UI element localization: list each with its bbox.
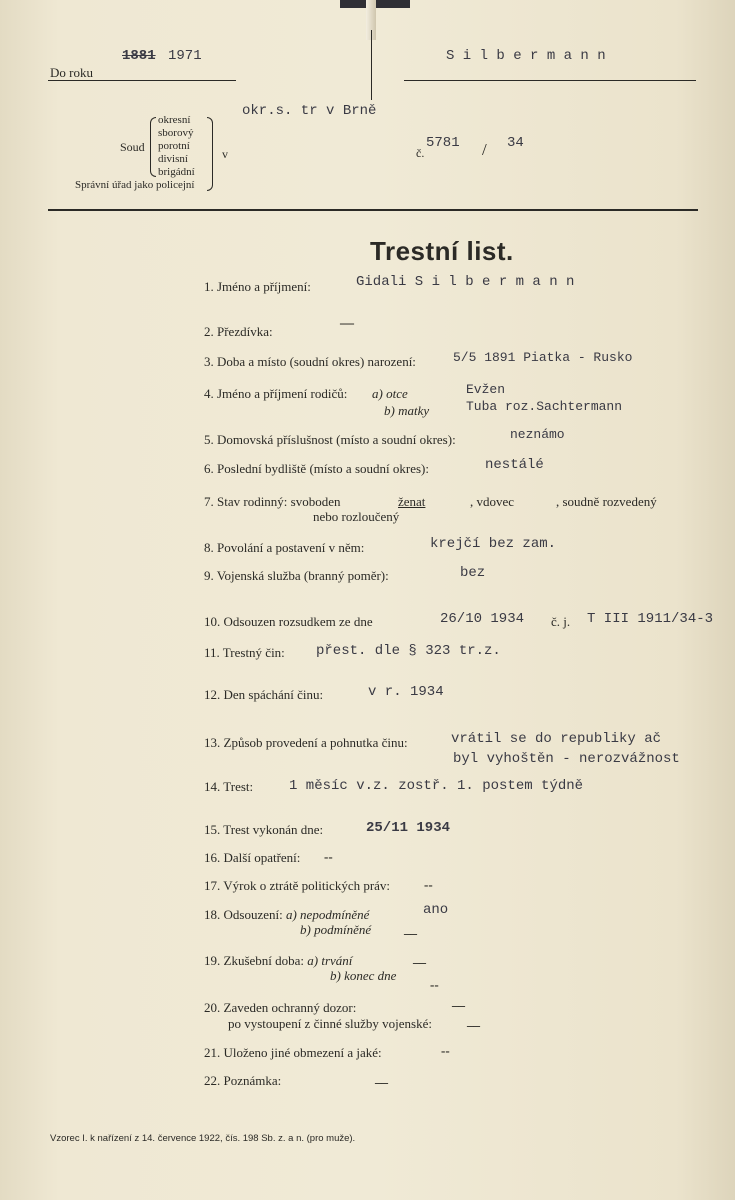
item-20-value: __	[452, 993, 465, 1008]
item-label: Trest:	[223, 779, 254, 794]
item-label: Výrok o ztrátě politických práv:	[223, 878, 391, 893]
item-19	[204, 953, 352, 969]
footer-note: Vzorec I. k nařízení z 14. července 1922, čís. 198 Sb. z. a n. (pro muže).	[50, 1133, 356, 1144]
item-3	[204, 354, 416, 370]
year-value: 1971	[168, 48, 202, 64]
item-label: Stav rodinný:	[217, 494, 288, 509]
item-number: 22.	[204, 1073, 221, 1088]
item-number: 14.	[204, 779, 221, 794]
court-brace-right	[207, 117, 213, 191]
item-label: Zkušební doba:	[223, 953, 305, 968]
item-7-opt1: svoboden	[290, 494, 341, 509]
item-label: Odsouzen rozsudkem ze dne	[223, 614, 373, 629]
item-number: 7.	[204, 494, 214, 509]
item-14	[204, 779, 253, 795]
case-number: 5781	[426, 135, 460, 151]
item-13	[204, 735, 408, 751]
item-15-value: 25/11 1934	[366, 820, 451, 836]
slash: /	[482, 140, 487, 159]
do-roku-label: Do roku	[50, 65, 93, 80]
item-1	[204, 279, 311, 295]
item-9-value: bez	[460, 565, 486, 581]
item-label: Zaveden ochranný dozor:	[223, 1000, 357, 1015]
item-number: 3.	[204, 354, 214, 369]
item-2	[204, 324, 273, 340]
item-13-value: vrátil se do republiky ač	[451, 731, 662, 747]
item-number: 10.	[204, 614, 221, 629]
surname-header: S i l b e r m a n n	[446, 48, 606, 64]
item-17	[204, 878, 390, 894]
item-18-b-label: b) podmíněné	[300, 922, 372, 937]
item-4-a-value: Evžen	[466, 382, 506, 397]
item-3-value: 5/5 1891 Piatka - Rusko	[453, 350, 633, 365]
item-8-value: krejčí bez zam.	[430, 536, 557, 552]
item-label: Jméno a příjmení rodičů:	[217, 386, 348, 401]
item-20-value2: __	[467, 1013, 480, 1028]
soud-label: Soud	[120, 140, 145, 154]
court-types	[158, 114, 195, 179]
item-11-value: přest. dle § 323 tr.z.	[316, 643, 501, 659]
item-11	[204, 645, 285, 661]
item-number: 9.	[204, 568, 214, 583]
item-15	[204, 822, 323, 838]
item-number: 18.	[204, 907, 221, 922]
item-4	[204, 386, 347, 402]
item-6-value: nestálé	[485, 457, 544, 473]
item-18-a-value: ano	[423, 902, 449, 918]
item-label: Přezdívka:	[217, 324, 273, 339]
item-10-date: 26/10 1934	[440, 611, 525, 627]
item-7-opt2: ženat	[398, 494, 426, 509]
item-20	[204, 1000, 356, 1016]
item-4-b-label: b) matky	[384, 403, 430, 418]
item-label: Doba a místo (soudní okres) narození:	[217, 354, 416, 369]
court-type: sborový	[158, 127, 194, 139]
item-label: Způsob provedení a pohnutka činu:	[223, 735, 408, 750]
item-label: Další opatření:	[223, 850, 301, 865]
item-label: Den spáchání činu:	[223, 687, 324, 702]
item-label: Poznámka:	[223, 1073, 282, 1088]
item-7-opt5: nebo rozloučený	[313, 509, 400, 524]
surname-rule	[404, 80, 696, 81]
item-9	[204, 568, 389, 584]
item-8	[204, 540, 364, 556]
item-label: Poslední bydliště (místo a soudní okres):	[217, 461, 429, 476]
item-label: Povolání a postavení v něm:	[217, 540, 365, 555]
item-21-value: --	[441, 1043, 450, 1058]
court-brace-left	[150, 117, 156, 177]
item-19-b-value: --	[430, 977, 439, 992]
item-12-value: v r. 1934	[368, 684, 444, 700]
court-type: porotní	[158, 140, 190, 152]
item-number: 8.	[204, 540, 214, 555]
court-value: okr.s. tr v Brně	[242, 103, 377, 119]
item-label: Odsouzení:	[223, 907, 283, 922]
item-number: 13.	[204, 735, 221, 750]
item-7-opt4: , soudně rozvedený	[556, 494, 657, 509]
item-number: 11.	[204, 645, 220, 660]
item-6	[204, 461, 429, 477]
item-number: 2.	[204, 324, 214, 339]
item-21	[204, 1045, 382, 1061]
item-label: Trest vykonán dne:	[223, 822, 324, 837]
item-label: Jméno a příjmení:	[217, 279, 311, 294]
item-number: 16.	[204, 850, 221, 865]
item-16	[204, 850, 300, 866]
item-10-cj-value: T III 1911/34-3	[587, 611, 714, 627]
item-7-opt3: , vdovec	[470, 494, 515, 509]
item-7	[204, 494, 341, 510]
item-10-cj-label: č. j.	[551, 614, 571, 629]
v-label: v	[222, 147, 228, 161]
item-number: 19.	[204, 953, 221, 968]
item-18-a-label: a) nepodmíněné	[285, 907, 370, 922]
item-12	[204, 687, 323, 703]
admin-label: Správní úřad jako policejní	[75, 179, 195, 191]
item-22-value: __	[375, 1070, 388, 1085]
page-title: Trestní list.	[370, 236, 514, 266]
item-18-b-value: __	[404, 921, 417, 936]
item-22	[204, 1073, 281, 1089]
do-roku-rule	[48, 80, 236, 81]
item-number: 6.	[204, 461, 214, 476]
item-label: Trestný čin:	[222, 645, 285, 660]
item-13-value2: byl vyhoštěn - nerozvážnost	[453, 751, 680, 767]
case-year: 34	[507, 135, 524, 151]
item-19-b-label: b) konec dne	[330, 968, 397, 983]
item-number: 1.	[204, 279, 214, 294]
item-number: 15.	[204, 822, 221, 837]
item-10	[204, 614, 373, 630]
item-18	[204, 907, 369, 923]
item-5	[204, 432, 456, 448]
item-5-value: neznámo	[510, 427, 565, 442]
item-14-value: 1 měsíc v.z. zostř. 1. postem týdně	[289, 778, 584, 794]
cislo-label: č.	[416, 146, 425, 160]
item-1-value: Gidali S i l b e r m a n n	[356, 274, 575, 290]
court-type: okresní	[158, 114, 191, 126]
item-number: 20.	[204, 1000, 221, 1015]
item-label: Domovská příslušnost (místo a soudní okres):	[217, 432, 456, 447]
court-type: brigádní	[158, 166, 195, 178]
item-16-value: --	[324, 849, 333, 864]
item-4-b-value: Tuba roz.Sachtermann	[466, 399, 623, 414]
year-struck: 1881	[122, 48, 156, 64]
item-17-value: --	[424, 877, 433, 892]
item-number: 21.	[204, 1045, 221, 1060]
item-19-a-value: __	[413, 950, 426, 965]
item-20-label2: po vystoupení z činné služby vojenské:	[228, 1016, 432, 1031]
item-label: Uloženo jiné obmezení a jaké:	[223, 1045, 382, 1060]
item-number: 12.	[204, 687, 221, 702]
header-divider	[371, 30, 372, 100]
item-number: 5.	[204, 432, 214, 447]
court-type: divisní	[158, 153, 188, 165]
item-4-a-label: a) otce	[372, 386, 408, 401]
item-2-value: —	[340, 316, 354, 331]
item-label: Vojenská služba (branný poměr):	[216, 568, 389, 583]
header-bottom-rule	[48, 209, 698, 211]
item-number: 4.	[204, 386, 214, 401]
item-19-a-label: a) trvání	[307, 953, 353, 968]
item-number: 17.	[204, 878, 221, 893]
